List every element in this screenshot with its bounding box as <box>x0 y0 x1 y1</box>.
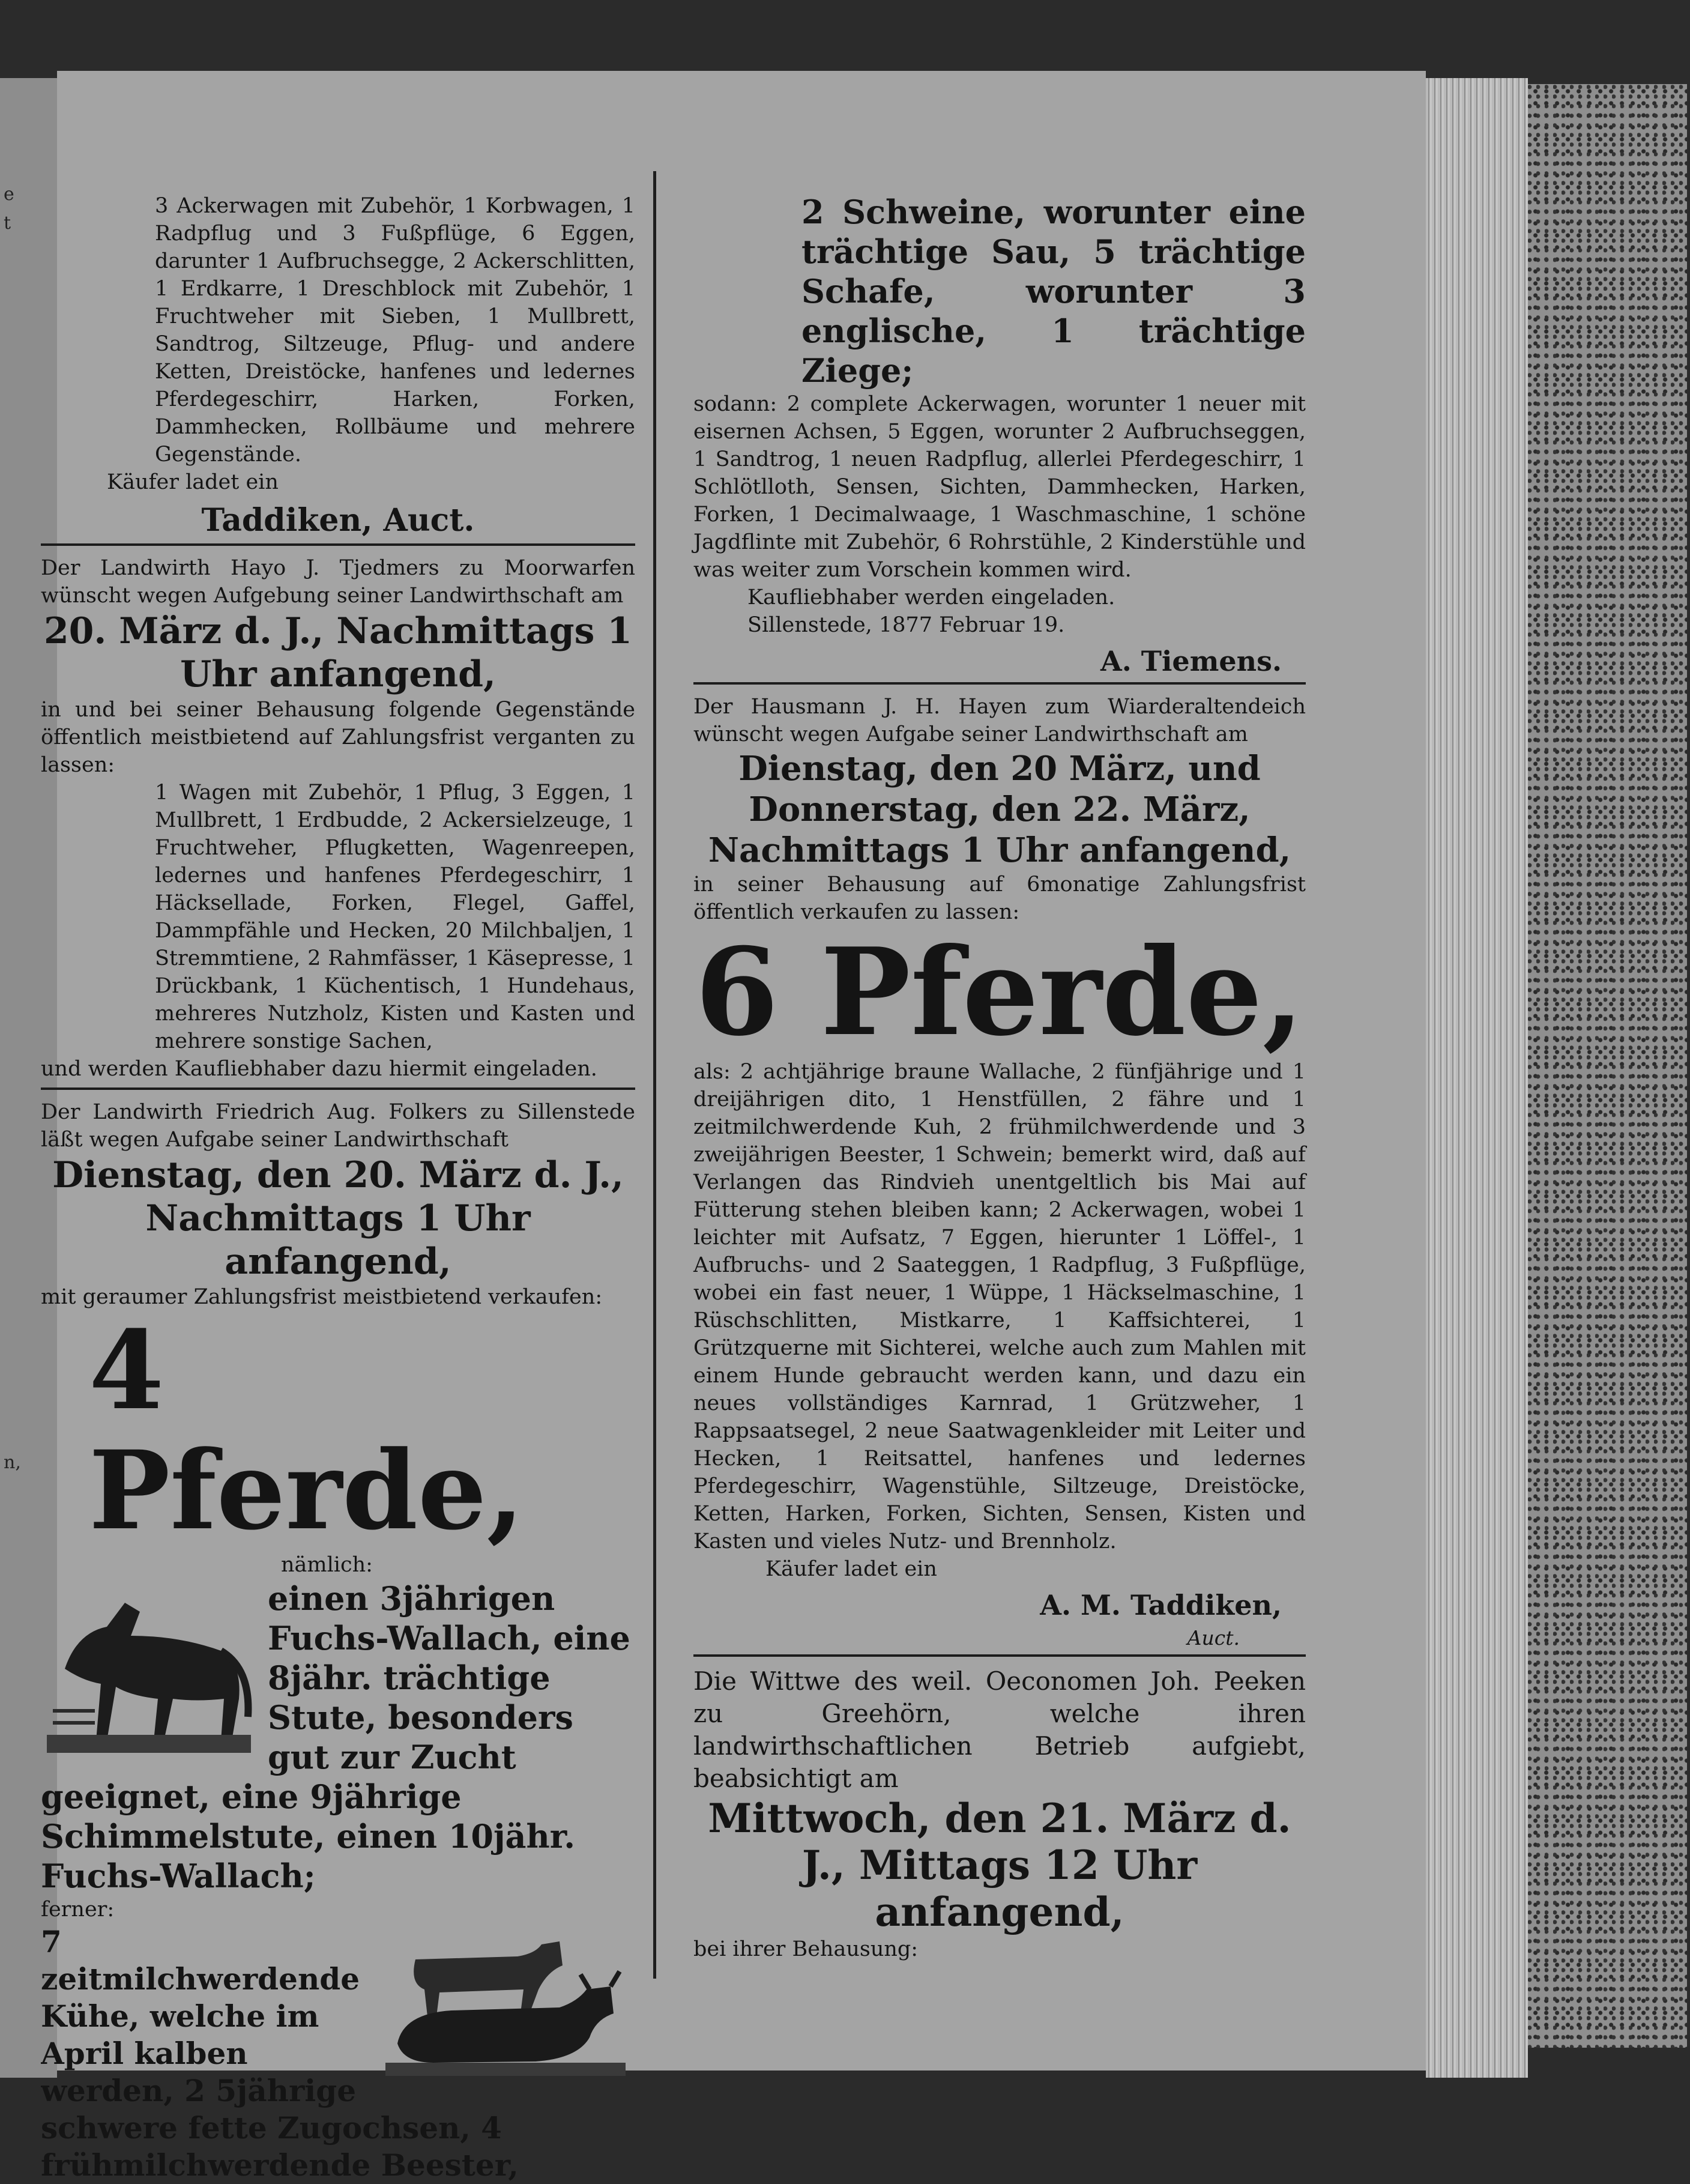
ad-separator <box>41 1087 635 1090</box>
ad6-place: bei ihrer Behausung: <box>693 1937 919 1961</box>
previous-page-margin-text: e t n, <box>4 184 21 1473</box>
ad6-date-heading: Mittwoch, den 21. März d. J., Mittags 12 Uhr anfangend, <box>708 1795 1291 1935</box>
ad5-buyers: Käufer ladet ein <box>765 1557 937 1581</box>
ad4-invitation: Kaufliebhaber werden eingeladen. <box>747 585 1115 610</box>
ad5-intro: Der Hausmann J. H. Hayen zum Wiarderaltendeich wünscht wegen Aufgabe seiner Landwirthschaft am <box>693 695 1306 746</box>
ad2-body: in und bei seiner Behausung folgende Gegenstände öffentlich meistbietend auf Zahlungsfrist verganten zu lassen: <box>41 698 635 777</box>
ad4-signature: A. Tiemens. <box>1100 645 1282 677</box>
ad1-item-list: 3 Ackerwagen mit Zubehör, 1 Korbwagen, 1 Radpflug und 3 Fußpflüge, 6 Eggen, darunter 1 Aufbruchsegge, 2 Ackerschlitten, 1 Erdkarre, 1 Dreschblock mit Zubehör, 1 Fruchtweher mit Sieben, 1 Mullbrett, Sandtrog, Siltzeuge, Pflug- und andere Ketten, Dreistöcke, hanfenes und ledernes Pferdegeschirr, Harken, Forken, Dammhecken, Rollbäume und mehrere Gegenstände. <box>155 194 635 467</box>
ad-folkers <box>41 1098 635 2184</box>
cattle-illustration <box>379 1923 632 2080</box>
ad3-namely: nämlich: <box>281 1553 373 1577</box>
ad2-item-list: 1 Wagen mit Zubehör, 1 Pflug, 3 Eggen, 1 Mullbrett, 1 Erdbudde, 2 Ackersielzeuge, 1 Fruchtweher, Pflugketten, Wagenreepen, ledernes und hanfenes Pferdegeschirr, 1 Häcksellade, Forken, Flegel, Gaffel, Dammpfähle und Hecken, 20 Milchbaljen, 1 Stremmtiene, 2 Rahmfässer, 1 Käsepresse, 1 Drückbank, 1 Küchentisch, 1 Hundehaus, mehreres Nutzholz, Kisten und Kasten und mehrere sonstige Sachen, <box>155 781 635 1053</box>
ad5-headline: 6 Pferde, <box>695 922 1305 1063</box>
ad3-terms: mit geraumer Zahlungsfrist meistbietend verkaufen: <box>41 1285 603 1309</box>
right-column <box>693 192 1306 1963</box>
ad3-cattle-block <box>41 1923 635 2184</box>
ad5-signature: A. M. Taddiken, <box>1040 1589 1282 1621</box>
left-column <box>41 192 635 2184</box>
ad2-closing: und werden Kaufliebhaber dazu hiermit eingeladen. <box>41 1057 597 1081</box>
ad-tjedmers <box>41 554 635 1083</box>
ad-hayen <box>693 693 1306 1650</box>
column-divider <box>653 171 656 1979</box>
ad-separator <box>693 682 1306 685</box>
horse-illustration <box>41 1579 257 1759</box>
ad3-horse-list: einen 3jährigen Fuchs-Wallach, eine 8jähr. trächtige Stute, besonders gut zur Zucht geeignet, eine 9jährige Schimmelstute, einen 10jähr. Fuchs-Wallach; <box>41 1579 630 1895</box>
ad-separator <box>693 1654 1306 1657</box>
ad3-headline: 4 Pferde, <box>89 1307 525 1554</box>
ad3-cattle-list: 7 zeitmilchwerdende Kühe, welche im April kalben werden, 2 5jährige schwere fette Zugochsen, 4 frühmilchwerdende Beester, <box>41 1924 519 2183</box>
marbled-book-cover <box>1528 84 1687 2048</box>
ad5-body: als: 2 achtjährige braune Wallache, 2 fünfjährige und 1 dreijährigen dito, 1 Henstfüllen, 2 fähre und 1 zeitmilchwerdende Kuh, 2 frühmilchwerdende und 3 zweijährigen Beester, 1 Schwein; bemerkt wird, daß auf Verlangen das Rindvieh unentgeltlich bis Mai auf Fütterung stehen bleiben kann; 2 Ackerwagen, wobei 1 leichter mit Aufsatz, 7 Eggen, hierunter 1 Löffel-, 1 Aufbruchs- und 2 Saateggen, 1 Radpflug, 3 Fußpflüge, wobei ein fast neuer, 1 Wüppe, 1 Häckselmaschine, 1 Rüschschlitten, Mistkarre, 1 Kaffsichterei, 1 Grützquerne mit Sichterei, welche auch zum Mahlen mit einem Hunde gebraucht werden kann, und dazu ein neues vollständiges Karnrad, 1 Grützweher, 1 Rappsaatsegel, 2 neue Saatwagenkleider mit Leiter und Hecken, 1 Reitsattel, hanfenes und ledernes Pferdegeschirr, Wagenstühle, Siltzeuge, Dreistöcke, Ketten, Harken, Forken, Sichten, Sensen, Kisten und Kasten und vieles Nutz- und Brennholz. <box>693 1060 1306 1553</box>
ad1-signature: Taddiken, Auct. <box>201 502 475 539</box>
ad-separator <box>41 543 635 546</box>
ad4-body: sodann: 2 complete Ackerwagen, worunter 1 neuer mit eisernen Achsen, 5 Eggen, worunter 2 Aufbruchseggen, 1 Sandtrog, 1 neuen Radpflug, allerlei Pferdegeschirr, 1 Schlötlloth, Sensen, Sichten, Dammhecken, Harken, Forken, 1 Decimalwaage, 1 Waschmaschine, 1 schöne Jagdflinte mit Zubehör, 6 Rohrstühle, 2 Kinderstühle und was weiter zum Vorschein kommen wird. <box>693 392 1306 582</box>
ad3-further: ferner: <box>41 1898 115 1922</box>
ad-peeken <box>693 1665 1306 1963</box>
page-block-edges <box>1426 78 1528 2078</box>
ad6-intro: Die Wittwe des weil. Oeconomen Joh. Peeken zu Greehörn, welche ihren landwirthschaftlichen Betrieb aufgiebt, beabsichtigt am <box>693 1666 1306 1793</box>
ad5-date-heading: Dienstag, den 20 März, und Donnerstag, den 22. März, Nachmittags 1 Uhr anfangend, <box>708 749 1291 870</box>
ad3-intro: Der Landwirth Friedrich Aug. Folkers zu Sillenstede läßt wegen Aufgabe seiner Landwirthschaft <box>41 1100 635 1152</box>
ad-taddiken <box>41 192 635 539</box>
ad3-horse-block <box>41 1579 635 1896</box>
ad-tiemens <box>693 192 1306 677</box>
ad5-auct: Auct. <box>1187 1626 1240 1650</box>
ad2-intro: Der Landwirth Hayo J. Tjedmers zu Moorwarfen wünscht wegen Aufgebung seiner Landwirthschaft am <box>41 556 635 608</box>
ad1-buyers: Käufer ladet ein <box>107 470 279 494</box>
ad4-livestock: 2 Schweine, worunter eine trächtige Sau, 5 trächtige Schafe, worunter 3 englische, 1 trächtige Ziege; <box>801 193 1306 390</box>
ad3-date-heading: Dienstag, den 20. März d. J., Nachmittags 1 Uhr anfangend, <box>52 1154 624 1283</box>
ad2-date-heading: 20. März d. J., Nachmittags 1 Uhr anfangend, <box>43 610 633 695</box>
ad5-terms: in seiner Behausung auf 6monatige Zahlungsfrist öffentlich verkaufen zu lassen: <box>693 873 1306 924</box>
ad4-place-date: Sillenstede, 1877 Februar 19. <box>747 613 1065 637</box>
